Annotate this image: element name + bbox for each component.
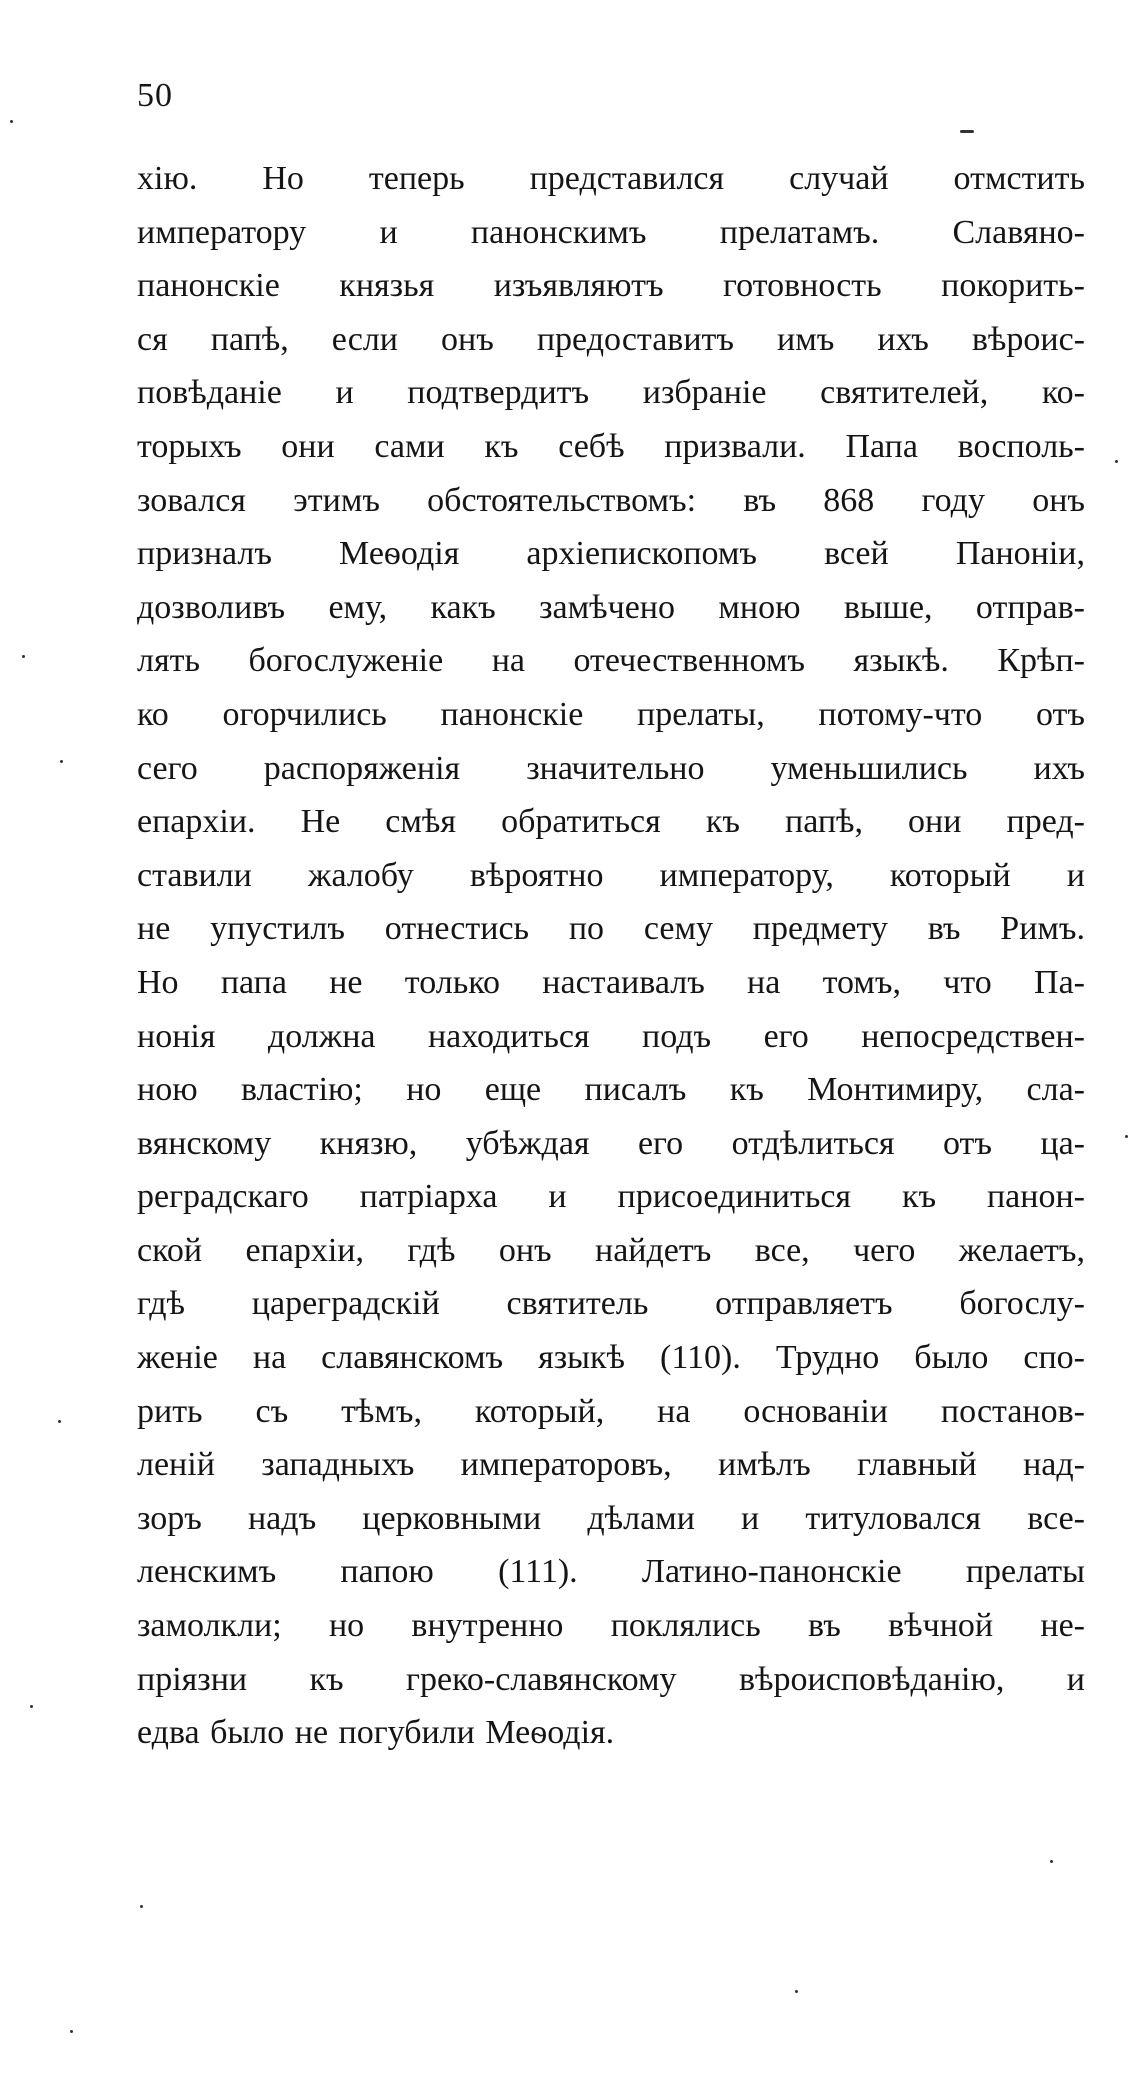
text-line: замолкли; но внутренно поклялись въ вѣчной не- — [137, 1607, 1085, 1645]
text-line: епархіи. Не смѣя обратиться къ папѣ, они пред- — [137, 803, 1085, 841]
scan-speck — [140, 1905, 143, 1908]
scan-speck — [1115, 460, 1118, 463]
text-line: ленскимъ папою (111). Латино-панонскіе прелаты — [137, 1553, 1085, 1591]
text-line: пріязни къ греко-славянскому вѣроисповѣданію, и — [137, 1660, 1085, 1698]
scan-speck — [30, 1705, 33, 1708]
text-line: сего распоряженія значительно уменьшились ихъ — [137, 749, 1085, 787]
scan-speck — [60, 760, 63, 763]
scan-speck — [1125, 1135, 1128, 1138]
text-line: зоръ надъ церковными дѣлами и титуловался все- — [137, 1499, 1085, 1537]
text-line: лять богослуженіе на отечественномъ языкѣ. Крѣп- — [137, 642, 1085, 680]
text-line: призналъ Меѳодія архіепископомъ всей Панонiи, — [137, 535, 1085, 573]
scan-speck — [58, 1420, 61, 1423]
text-line-last: едва было не погубили Меѳодія. — [137, 1714, 615, 1752]
scan-speck — [70, 2030, 73, 2033]
text-line: панонскіе князья изъявляютъ готовность покорить- — [137, 267, 1085, 305]
scan-speck — [960, 130, 974, 133]
scan-speck — [795, 1990, 798, 1993]
scan-speck — [22, 655, 25, 658]
text-line: торыхъ они сами къ себѣ призвали. Папа восполь- — [137, 427, 1085, 465]
scan-speck — [10, 120, 13, 123]
text-line: ской епархіи, гдѣ онъ найдетъ все, чего желаетъ, — [137, 1231, 1085, 1269]
page-number: 50 — [137, 77, 173, 114]
text-line: женіе на славянскомъ языкѣ (110). Трудно было спо- — [137, 1339, 1085, 1377]
text-line: ся папѣ, если онъ предоставитъ имъ ихъ вѣроис- — [137, 320, 1085, 358]
text-line: рить съ тѣмъ, который, на основаніи постанов- — [137, 1392, 1085, 1430]
text-line: повѣданіе и подтвердитъ избраніе святителей, ко- — [137, 374, 1085, 412]
text-line: нонія должна находиться подъ его непосредствен- — [137, 1017, 1085, 1055]
text-line: реградскаго патріарха и присоединиться къ панон- — [137, 1178, 1085, 1216]
text-line: не упустилъ отнестись по сему предмету въ Римъ. — [137, 910, 1085, 948]
text-line: императору и панонскимъ прелатамъ. Славяно- — [137, 213, 1085, 251]
text-line: хію. Но теперь представился случай отмстить — [137, 160, 1085, 197]
text-line: леній западныхъ императоровъ, имѣлъ главный над- — [137, 1446, 1085, 1484]
text-line: Но папа не только настаивалъ на томъ, что Па- — [137, 963, 1085, 1001]
text-line: ною властію; но еще писалъ къ Монтимиру, сла- — [137, 1071, 1085, 1109]
body-text — [137, 152, 1085, 1760]
text-line: ко огорчились панонскіе прелаты, потому-что отъ — [137, 695, 1085, 733]
scan-speck — [1050, 1860, 1053, 1863]
text-line: зовался этимъ обстоятельствомъ: въ 868 году онъ — [137, 481, 1085, 519]
text-line: вянскому князю, убѣждая его отдѣлиться отъ ца- — [137, 1124, 1085, 1162]
text-line: дозволивъ ему, какъ замѣчено мною выше, отправ- — [137, 588, 1085, 626]
text-line: ставили жалобу вѣроятно императору, который и — [137, 856, 1085, 894]
text-line: гдѣ цареградскій святитель отправляетъ богослу- — [137, 1285, 1085, 1323]
